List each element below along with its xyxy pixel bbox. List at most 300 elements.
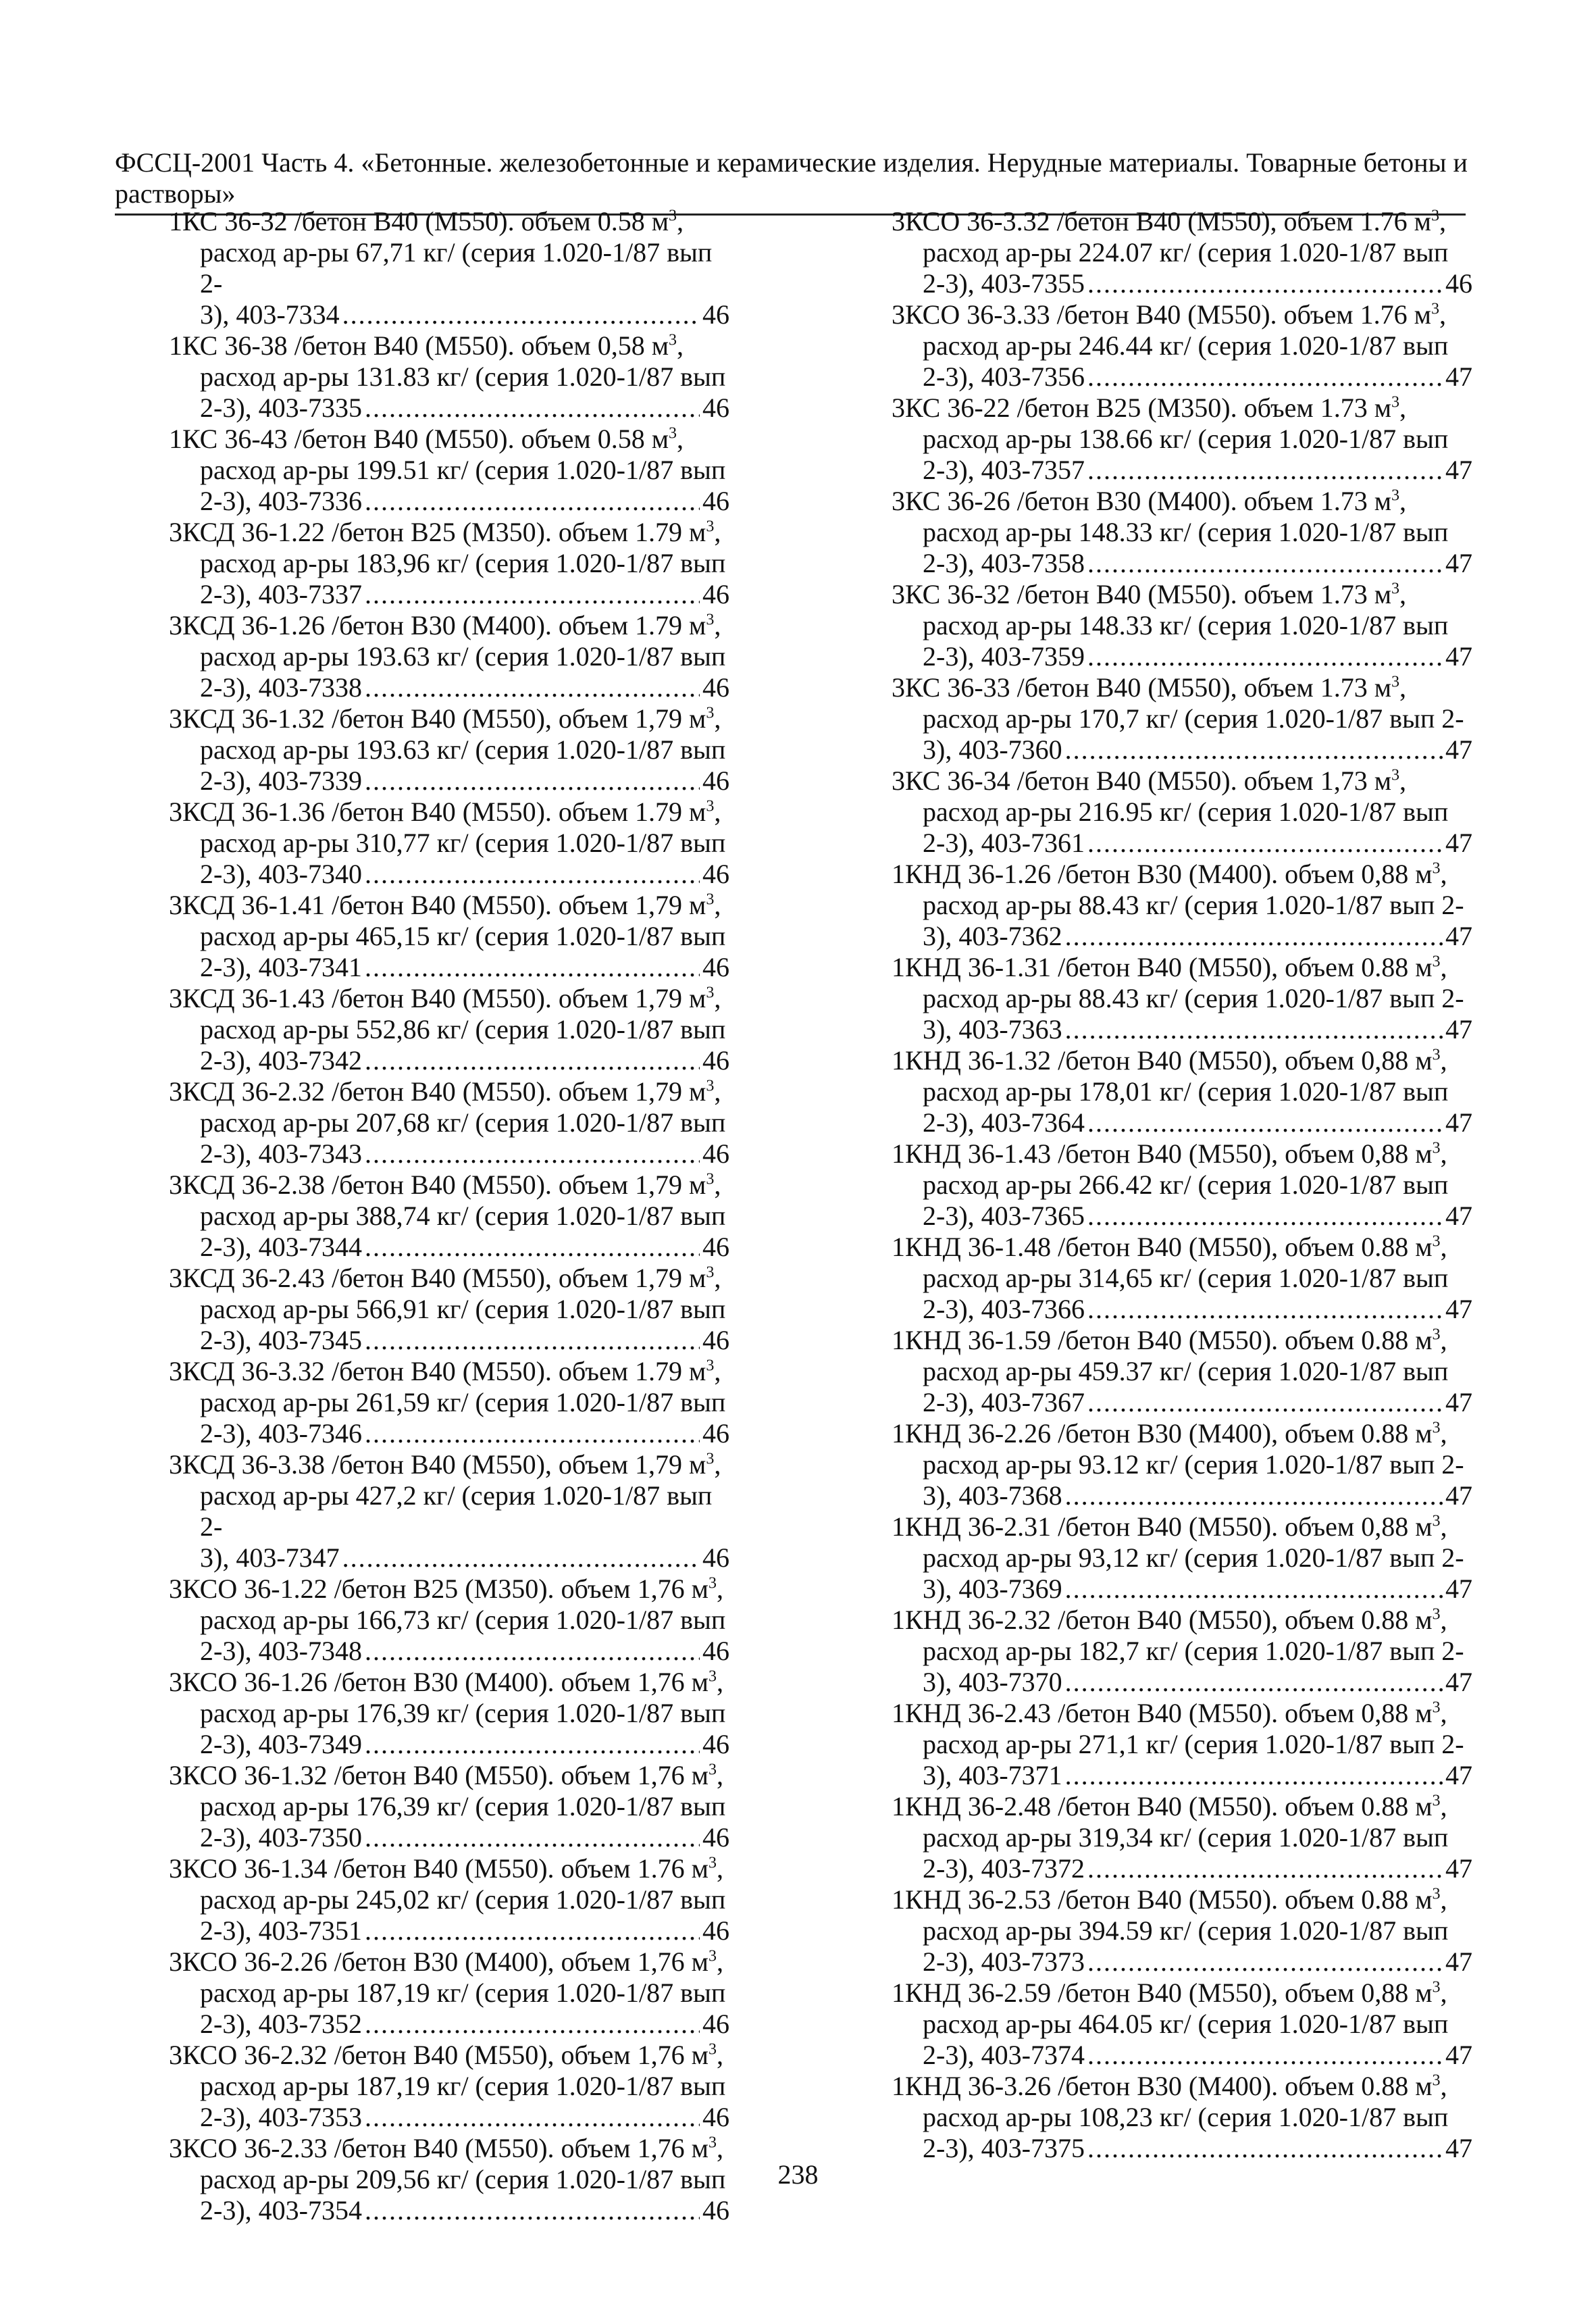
- entry-page: 46: [702, 1045, 729, 1076]
- entry-title-text: 1КНД 36-2.53 /бетон В40 (М550). объем 0.88 м: [892, 1884, 1433, 1915]
- title-comma: ,: [1439, 206, 1446, 236]
- entry-body: расход ар-ры 138.66 кг/ (серия 1.020-1/87 вып: [923, 424, 1449, 454]
- entry-title: [169, 1946, 729, 1978]
- title-comma: ,: [714, 983, 721, 1013]
- entry-title: [169, 1667, 729, 1698]
- entry-last-line: [169, 1418, 729, 1449]
- entry-title: [169, 1449, 729, 1480]
- title-comma: ,: [1399, 486, 1407, 516]
- entry-last-line: [892, 1107, 1472, 1138]
- cubic-superscript: 3: [1432, 1139, 1441, 1157]
- entry-last-line: [169, 1822, 729, 1853]
- entry-code: 2-3), 403-7375: [923, 2133, 1085, 2163]
- cubic-superscript: 3: [1391, 393, 1400, 411]
- entry-code: 3), 403-7362: [923, 921, 1062, 951]
- cubic-superscript: 3: [706, 704, 715, 722]
- entry-title-text: 3КСД 36-1.26 /бетон В30 (М400). объем 1.79 м: [169, 610, 706, 640]
- index-entry: [892, 2071, 1472, 2164]
- entry-title-text: 3КСО 36-3.32 /бетон В40 (М550), объем 1.76 м: [892, 206, 1431, 236]
- entry-page: 46: [702, 1232, 729, 1262]
- entry-title: [169, 2040, 729, 2071]
- dot-leader: [365, 1729, 700, 1760]
- dot-leader: [1065, 921, 1443, 952]
- entry-page: 47: [1445, 1946, 1472, 1977]
- entry-last-line: [892, 1760, 1472, 1791]
- index-entry: [169, 983, 729, 1076]
- index-entry: [169, 1263, 729, 1356]
- entry-title-text: 3КСД 36-2.32 /бетон В40 (М550). объем 1,79 м: [169, 1076, 706, 1107]
- title-comma: ,: [1440, 1045, 1447, 1076]
- entry-last-line: [169, 1636, 729, 1667]
- dot-leader: [365, 579, 700, 610]
- dot-leader: [1087, 828, 1443, 859]
- entry-page: 46: [702, 1138, 729, 1169]
- entry-body: расход ар-ры 394.59 кг/ (серия 1.020-1/87 вып: [923, 1915, 1449, 1946]
- entry-title-text: 1КНД 36-3.26 /бетон В30 (М400). объем 0.88 м: [892, 2071, 1433, 2101]
- entry-code: 2-3), 403-7356: [923, 361, 1085, 392]
- entry-title-text: 3КС 36-34 /бетон В40 (М550). объем 1,73 м: [892, 765, 1392, 796]
- dot-leader: [1087, 548, 1443, 579]
- entry-body: расход ар-ры 183,96 кг/ (серия 1.020-1/87 вып: [200, 548, 726, 578]
- entry-last-line: [169, 952, 729, 983]
- entry-title-text: 1КНД 36-2.59 /бетон В40 (М550), объем 0,88 м: [892, 1978, 1433, 2008]
- entry-title-text: 1КС 36-43 /бетон В40 (М550). объем 0.58 м: [169, 424, 669, 454]
- entry-page: 46: [702, 299, 729, 330]
- entry-title-text: 3КСО 36-1.34 /бетон В40 (М550). объем 1.76 м: [169, 1853, 709, 1884]
- entry-body: расход ар-ры 193.63 кг/ (серия 1.020-1/87 вып: [200, 734, 726, 765]
- entry-last-line: [169, 1915, 729, 1946]
- entry-last-line: [892, 1480, 1472, 1511]
- entry-body: расход ар-ры 176,39 кг/ (серия 1.020-1/87 вып: [200, 1698, 726, 1728]
- entry-body: расход ар-ры 148.33 кг/ (серия 1.020-1/87 вып: [923, 517, 1449, 547]
- entry-page: 47: [1445, 1480, 1472, 1511]
- entry-title: [169, 983, 729, 1014]
- dot-leader: [365, 765, 700, 797]
- entry-title-text: 1КНД 36-1.59 /бетон В40 (М550). объем 0.88 м: [892, 1325, 1433, 1355]
- entry-title: [892, 206, 1472, 237]
- index-entry: [892, 299, 1472, 393]
- cubic-superscript: 3: [1432, 953, 1441, 971]
- entry-title: [892, 1138, 1472, 1169]
- entry-code: 2-3), 403-7361: [923, 828, 1085, 858]
- entry-body: расход ар-ры 427,2 кг/ (серия 1.020-1/87 вып 2-: [200, 1480, 713, 1542]
- cubic-superscript: 3: [706, 1263, 715, 1282]
- title-comma: ,: [716, 1667, 723, 1697]
- cubic-superscript: 3: [669, 207, 677, 225]
- index-entry: [892, 579, 1472, 672]
- entry-title: [892, 299, 1472, 330]
- title-comma: ,: [1440, 1791, 1447, 1821]
- entry-title: [169, 1263, 729, 1294]
- dot-leader: [1065, 1480, 1443, 1511]
- cubic-superscript: 3: [706, 984, 715, 1002]
- entry-code: 2-3), 403-7336: [200, 486, 362, 516]
- cubic-superscript: 3: [1432, 1512, 1441, 1530]
- entry-page: 47: [1445, 361, 1472, 392]
- entry-title: [169, 517, 729, 548]
- entry-body: расход ар-ры 310,77 кг/ (серия 1.020-1/87 вып: [200, 828, 726, 858]
- index-entry: [892, 486, 1472, 579]
- entry-code: 2-3), 403-7374: [923, 2040, 1085, 2070]
- dot-leader: [365, 2195, 700, 2226]
- running-header: ФССЦ-2001 Часть 4. «Бетонные. железобетонные и керамические изделия. Нерудные материалы. Товарные бетоны и растворы»: [115, 147, 1468, 209]
- entry-body: расход ар-ры 93,12 кг/ (серия 1.020-1/87 вып 2-: [923, 1542, 1464, 1573]
- title-comma: ,: [714, 797, 721, 827]
- index-entry: [169, 610, 729, 703]
- entry-last-line: [169, 2195, 729, 2226]
- cubic-superscript: 3: [706, 797, 715, 815]
- entry-code: 2-3), 403-7353: [200, 2102, 362, 2132]
- entry-title: [169, 206, 729, 237]
- entry-title-text: 3КСД 36-1.22 /бетон В25 (М350). объем 1.79 м: [169, 517, 706, 547]
- index-entry: [892, 765, 1472, 859]
- entry-title: [892, 952, 1472, 983]
- entry-body: расход ар-ры 88.43 кг/ (серия 1.020-1/87 вып 2-: [923, 890, 1464, 920]
- entry-last-line: [892, 2040, 1472, 2071]
- entry-body: расход ар-ры 88.43 кг/ (серия 1.020-1/87 вып 2-: [923, 983, 1464, 1013]
- title-comma: ,: [716, 1760, 723, 1790]
- entry-title: [169, 330, 729, 361]
- title-comma: ,: [1440, 859, 1447, 889]
- dot-leader: [1087, 2040, 1443, 2071]
- entry-body: расход ар-ры 245,02 кг/ (серия 1.020-1/87 вып: [200, 1884, 726, 1915]
- entry-code: 2-3), 403-7367: [923, 1387, 1085, 1417]
- title-comma: ,: [716, 2133, 723, 2163]
- page-number: 238: [777, 2159, 819, 2190]
- entry-code: 3), 403-7334: [200, 299, 340, 330]
- entry-title: [892, 1698, 1472, 1729]
- entry-last-line: [169, 2009, 729, 2040]
- entry-last-line: [892, 1294, 1472, 1325]
- entry-body: расход ар-ры 187,19 кг/ (серия 1.020-1/87 вып: [200, 2071, 726, 2101]
- entry-code: 2-3), 403-7355: [923, 268, 1085, 299]
- entry-page: 46: [702, 393, 729, 423]
- cubic-superscript: 3: [1391, 486, 1400, 505]
- entry-code: 2-3), 403-7341: [200, 952, 362, 982]
- index-entry: [892, 952, 1472, 1045]
- entry-last-line: [169, 1232, 729, 1263]
- title-comma: ,: [1440, 1978, 1447, 2008]
- entry-last-line: [169, 2102, 729, 2133]
- entry-title: [892, 672, 1472, 703]
- index-entry: [892, 393, 1472, 486]
- title-comma: ,: [1399, 765, 1407, 796]
- dot-leader: [365, 2102, 700, 2133]
- cubic-superscript: 3: [1432, 1885, 1441, 1903]
- dot-leader: [365, 393, 700, 424]
- entry-title-text: 3КСД 36-2.43 /бетон В40 (М550), объем 1,79 м: [169, 1263, 706, 1293]
- entry-title-text: 3КСД 36-1.41 /бетон В40 (М550). объем 1,79 м: [169, 890, 706, 920]
- entry-code: 3), 403-7368: [923, 1480, 1062, 1511]
- entry-title-text: 3КСО 36-1.32 /бетон В40 (М550). объем 1,76 м: [169, 1760, 709, 1790]
- dot-leader: [365, 952, 700, 983]
- entry-code: 2-3), 403-7364: [923, 1107, 1085, 1138]
- entry-page: 47: [1445, 1760, 1472, 1790]
- entry-title-text: 3КСД 36-1.43 /бетон В40 (М550). объем 1,79 м: [169, 983, 706, 1013]
- entry-title-text: 1КНД 36-1.48 /бетон В40 (М550), объем 0.88 м: [892, 1232, 1433, 1262]
- entry-body: расход ар-ры 216.95 кг/ (серия 1.020-1/87 вып: [923, 797, 1449, 827]
- dot-leader: [1087, 1201, 1443, 1232]
- cubic-superscript: 3: [1391, 673, 1400, 691]
- entry-body: расход ар-ры 93.12 кг/ (серия 1.020-1/87 вып 2-: [923, 1449, 1464, 1480]
- cubic-superscript: 3: [1432, 2071, 1441, 2090]
- entry-title-text: 3КСО 36-3.33 /бетон В40 (М550). объем 1.76 м: [892, 299, 1431, 330]
- dot-leader: [365, 1418, 700, 1449]
- cubic-superscript: 3: [706, 1450, 715, 1468]
- index-entry: [169, 1574, 729, 1667]
- entry-page: 46: [702, 1729, 729, 1759]
- entry-title: [169, 1169, 729, 1201]
- title-comma: ,: [677, 424, 684, 454]
- entry-page: 46: [702, 1325, 729, 1355]
- entry-body: расход ар-ры 314,65 кг/ (серия 1.020-1/87 вып: [923, 1263, 1449, 1293]
- entry-title-text: 1КНД 36-2.32 /бетон В40 (М550), объем 0.88 м: [892, 1605, 1433, 1635]
- cubic-superscript: 3: [1432, 859, 1441, 878]
- title-comma: ,: [1440, 1418, 1447, 1449]
- title-comma: ,: [1440, 1511, 1447, 1542]
- title-comma: ,: [716, 2040, 723, 2070]
- entry-page: 46: [702, 2009, 729, 2039]
- index-entry: [892, 672, 1472, 765]
- entry-code: 2-3), 403-7335: [200, 393, 362, 423]
- entry-page: 47: [1445, 921, 1472, 951]
- entry-code: 3), 403-7369: [923, 1574, 1062, 1604]
- entry-body: расход ар-ры 566,91 кг/ (серия 1.020-1/87 вып: [200, 1294, 726, 1324]
- entry-body: расход ар-ры 464.05 кг/ (серия 1.020-1/87 вып: [923, 2009, 1449, 2039]
- title-comma: ,: [716, 1853, 723, 1884]
- entry-title-text: 3КСО 36-2.26 /бетон В30 (М400), объем 1,76 м: [169, 1946, 709, 1977]
- dot-leader: [1065, 734, 1443, 765]
- entry-page: 47: [1445, 455, 1472, 485]
- entry-title: [892, 1418, 1472, 1449]
- dot-leader: [1065, 1667, 1443, 1698]
- entry-title-text: 3КСД 36-3.38 /бетон В40 (М550), объем 1,79 м: [169, 1449, 706, 1480]
- entry-title-text: 1КНД 36-1.31 /бетон В40 (М550), объем 0.88 м: [892, 952, 1433, 982]
- entry-title: [169, 797, 729, 828]
- entry-page: 47: [1445, 1574, 1472, 1604]
- entry-last-line: [892, 1946, 1472, 1978]
- title-comma: ,: [677, 206, 684, 236]
- index-entry: [169, 1076, 729, 1169]
- entry-code: 2-3), 403-7352: [200, 2009, 362, 2039]
- entry-body: расход ар-ры 178,01 кг/ (серия 1.020-1/87 вып: [923, 1076, 1449, 1107]
- cubic-superscript: 3: [1432, 1046, 1441, 1064]
- dot-leader: [1087, 1946, 1443, 1978]
- entry-page: 47: [1445, 1107, 1472, 1138]
- entry-body: расход ар-ры 182,7 кг/ (серия 1.020-1/87 вып 2-: [923, 1636, 1464, 1666]
- entry-last-line: [169, 1542, 729, 1574]
- entry-code: 2-3), 403-7340: [200, 859, 362, 889]
- entry-last-line: [892, 921, 1472, 952]
- entry-body: расход ар-ры 224.07 кг/ (серия 1.020-1/87 вып: [923, 237, 1449, 268]
- entry-page: 47: [1445, 1667, 1472, 1697]
- title-comma: ,: [714, 1263, 721, 1293]
- dot-leader: [365, 859, 700, 890]
- entry-code: 2-3), 403-7357: [923, 455, 1085, 485]
- title-comma: ,: [716, 1946, 723, 1977]
- title-comma: ,: [1440, 2071, 1447, 2101]
- dot-leader: [1087, 361, 1443, 393]
- entry-body: расход ар-ры 388,74 кг/ (серия 1.020-1/87 вып: [200, 1201, 726, 1231]
- entry-code: 3), 403-7363: [923, 1014, 1062, 1045]
- entry-page: 47: [1445, 2040, 1472, 2070]
- entry-last-line: [892, 455, 1472, 486]
- entry-page: 47: [1445, 548, 1472, 578]
- index-entry: [892, 1978, 1472, 2071]
- entry-last-line: [169, 672, 729, 703]
- entry-last-line: [892, 1667, 1472, 1698]
- entry-body: расход ар-ры 209,56 кг/ (серия 1.020-1/87 вып: [200, 2164, 726, 2194]
- entry-last-line: [169, 1045, 729, 1076]
- dot-leader: [1087, 1294, 1443, 1325]
- entry-page: 46: [702, 765, 729, 796]
- entry-code: 3), 403-7360: [923, 734, 1062, 765]
- dot-leader: [365, 1915, 700, 1946]
- entry-page: 46: [702, 486, 729, 516]
- cubic-superscript: 3: [708, 1761, 717, 1779]
- entry-code: 2-3), 403-7350: [200, 1822, 362, 1853]
- entry-page: 46: [702, 1542, 729, 1573]
- entry-page: 47: [1445, 1014, 1472, 1045]
- dot-leader: [1065, 1574, 1443, 1605]
- title-comma: ,: [716, 1574, 723, 1604]
- entry-title-text: 3КСО 36-1.22 /бетон В25 (М350). объем 1,76 м: [169, 1574, 709, 1604]
- entry-page: 47: [1445, 2133, 1472, 2163]
- entry-title: [892, 1045, 1472, 1076]
- title-comma: ,: [1440, 1698, 1447, 1728]
- entry-title-text: 1КНД 36-1.43 /бетон В40 (М550), объем 0,88 м: [892, 1138, 1433, 1169]
- entry-title: [892, 393, 1472, 424]
- cubic-superscript: 3: [708, 1947, 717, 1965]
- entry-body: расход ар-ры 465,15 кг/ (серия 1.020-1/87 вып: [200, 921, 726, 951]
- entry-title: [892, 859, 1472, 890]
- entry-title: [892, 579, 1472, 610]
- index-entry: [169, 1169, 729, 1263]
- dot-leader: [365, 672, 700, 703]
- cubic-superscript: 3: [1431, 207, 1439, 225]
- cubic-superscript: 3: [1431, 300, 1439, 318]
- dot-leader: [1087, 1853, 1443, 1884]
- entry-title-text: 3КСД 36-1.32 /бетон В40 (М550), объем 1,79 м: [169, 703, 706, 734]
- title-comma: ,: [714, 703, 721, 734]
- index-entry: [892, 1418, 1472, 1511]
- entry-title-text: 1КНД 36-1.32 /бетон В40 (М550), объем 0,88 м: [892, 1045, 1433, 1076]
- cubic-superscript: 3: [706, 1077, 715, 1095]
- cubic-superscript: 3: [1432, 1792, 1441, 1810]
- entry-last-line: [892, 1387, 1472, 1418]
- cubic-superscript: 3: [1432, 1232, 1441, 1251]
- cubic-superscript: 3: [706, 1170, 715, 1188]
- entry-body: расход ар-ры 266.42 кг/ (серия 1.020-1/87 вып: [923, 1169, 1449, 1200]
- index-entry: [169, 2040, 729, 2133]
- entry-page: 47: [1445, 1853, 1472, 1884]
- cubic-superscript: 3: [708, 2134, 717, 2152]
- cubic-superscript: 3: [1432, 1699, 1441, 1717]
- entry-body: расход ар-ры 108,23 кг/ (серия 1.020-1/87 вып: [923, 2102, 1449, 2132]
- entry-last-line: [169, 393, 729, 424]
- entry-title-text: 3КСО 36-2.32 /бетон В40 (М550), объем 1,76 м: [169, 2040, 709, 2070]
- entry-code: 2-3), 403-7351: [200, 1915, 362, 1946]
- entry-title: [169, 610, 729, 641]
- cubic-superscript: 3: [669, 331, 677, 349]
- cubic-superscript: 3: [1432, 1605, 1441, 1624]
- entry-last-line: [892, 641, 1472, 672]
- index-entry: [169, 1946, 729, 2040]
- entry-last-line: [892, 828, 1472, 859]
- entry-body: расход ар-ры 187,19 кг/ (серия 1.020-1/87 вып: [200, 1978, 726, 2008]
- entry-code: 2-3), 403-7349: [200, 1729, 362, 1759]
- title-comma: ,: [1399, 579, 1407, 609]
- index-entry: [169, 424, 729, 517]
- dot-leader: [365, 2009, 700, 2040]
- entry-title-text: 3КСО 36-1.26 /бетон В30 (М400). объем 1,76 м: [169, 1667, 709, 1697]
- entry-title: [892, 1978, 1472, 2009]
- entry-page: 46: [702, 672, 729, 703]
- entry-last-line: [892, 1014, 1472, 1045]
- index-entry: [892, 1511, 1472, 1605]
- entry-body: расход ар-ры 170,7 кг/ (серия 1.020-1/87 вып 2-: [923, 703, 1464, 734]
- entry-title: [169, 1356, 729, 1387]
- index-entry: [892, 1232, 1472, 1325]
- cubic-superscript: 3: [669, 424, 677, 443]
- entry-page: 46: [702, 2195, 729, 2225]
- entry-code: 2-3), 403-7342: [200, 1045, 362, 1076]
- dot-leader: [1087, 1387, 1443, 1418]
- entry-page: 46: [702, 1915, 729, 1946]
- index-entry: [169, 517, 729, 610]
- entry-page: 46: [1445, 268, 1472, 299]
- title-comma: ,: [1439, 299, 1446, 330]
- entry-title: [169, 890, 729, 921]
- entry-code: 2-3), 403-7345: [200, 1325, 362, 1355]
- entry-body: расход ар-ры 207,68 кг/ (серия 1.020-1/87 вып: [200, 1107, 726, 1138]
- cubic-superscript: 3: [706, 890, 715, 909]
- title-comma: ,: [714, 1449, 721, 1480]
- entry-code: 2-3), 403-7344: [200, 1232, 362, 1262]
- entry-last-line: [169, 1729, 729, 1760]
- entry-last-line: [169, 579, 729, 610]
- entry-title-text: 1КНД 36-2.48 /бетон В40 (М550). объем 0.88 м: [892, 1791, 1433, 1821]
- entry-body: расход ар-ры 176,39 кг/ (серия 1.020-1/87 вып: [200, 1791, 726, 1821]
- entry-page: 46: [702, 2102, 729, 2132]
- dot-leader: [365, 486, 700, 517]
- entry-title: [892, 1511, 1472, 1542]
- entry-code: 3), 403-7371: [923, 1760, 1062, 1790]
- entry-code: 2-3), 403-7372: [923, 1853, 1085, 1884]
- entry-last-line: [892, 1574, 1472, 1605]
- entry-title-text: 1КНД 36-2.26 /бетон В30 (М400), объем 0.88 м: [892, 1418, 1433, 1449]
- entry-body: расход ар-ры 261,59 кг/ (серия 1.020-1/87 вып: [200, 1387, 726, 1417]
- entry-title: [892, 486, 1472, 517]
- title-comma: ,: [714, 1169, 721, 1200]
- entry-title: [169, 1760, 729, 1791]
- entry-last-line: [892, 548, 1472, 579]
- entry-code: 2-3), 403-7358: [923, 548, 1085, 578]
- title-comma: ,: [677, 330, 684, 361]
- index-entry: [169, 703, 729, 797]
- index-entry: [892, 1884, 1472, 1978]
- cubic-superscript: 3: [706, 1357, 715, 1375]
- entry-title: [892, 1325, 1472, 1356]
- entry-page: 47: [1445, 734, 1472, 765]
- entry-title-text: 3КСД 36-3.32 /бетон В40 (М550). объем 1.79 м: [169, 1356, 706, 1386]
- entry-code: 2-3), 403-7373: [923, 1946, 1085, 1977]
- entry-title: [892, 2071, 1472, 2102]
- entry-title: [892, 1605, 1472, 1636]
- index-entry: [169, 1356, 729, 1449]
- entry-body: расход ар-ры 459.37 кг/ (серия 1.020-1/87 вып: [923, 1356, 1449, 1386]
- entry-title: [169, 1853, 729, 1884]
